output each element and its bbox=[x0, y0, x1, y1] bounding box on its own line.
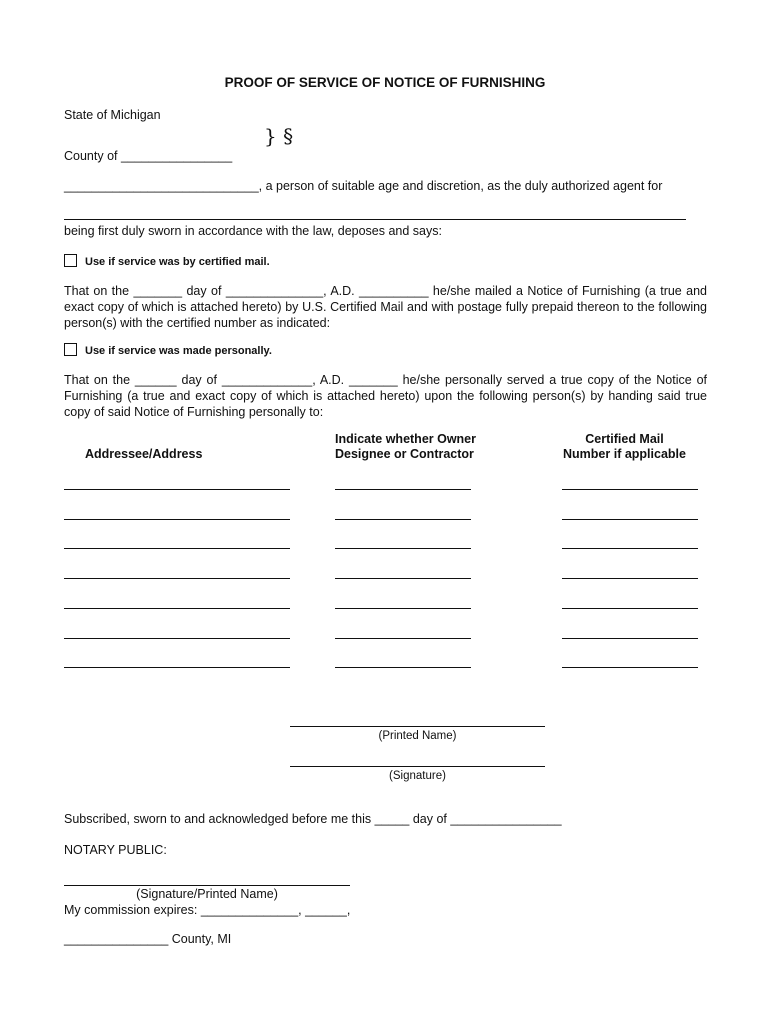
certified-number-line[interactable] bbox=[562, 578, 698, 579]
owner-designee-line[interactable] bbox=[335, 519, 471, 520]
certified-number-line[interactable] bbox=[562, 548, 698, 549]
county-field[interactable]: County of ________________ bbox=[64, 149, 233, 163]
personal-service-paragraph: That on the ______ day of _____________, A.D. _______ he/she personally served a true copy of the Notice of Furnishing (a true and exact copy of which is attached hereto) upon the following person(s) by handing said true copy of said Notice of Furnishing personally to: bbox=[64, 373, 707, 419]
owner-designee-line[interactable] bbox=[335, 489, 471, 490]
notary-signature-line[interactable] bbox=[64, 885, 350, 886]
owner-designee-column-header-line1: Indicate whether Owner bbox=[335, 432, 477, 446]
owner-designee-line[interactable] bbox=[335, 578, 471, 579]
notary-county-line[interactable]: _______________ County, MI bbox=[64, 932, 232, 946]
owner-designee-line[interactable] bbox=[335, 608, 471, 609]
addressee-column-header: Addressee/Address bbox=[85, 447, 203, 461]
owner-designee-line[interactable] bbox=[335, 667, 471, 668]
printed-name-caption: (Printed Name) bbox=[378, 730, 457, 742]
venue-brace-symbol: } § bbox=[264, 124, 294, 148]
addressee-address-line[interactable] bbox=[64, 638, 290, 639]
certified-number-line[interactable] bbox=[562, 638, 698, 639]
commission-expires-line[interactable]: My commission expires: ______________, ______, bbox=[64, 903, 351, 917]
notary-signature-caption: (Signature/Printed Name) bbox=[136, 887, 278, 901]
certified-number-line[interactable] bbox=[562, 667, 698, 668]
addressee-address-line[interactable] bbox=[64, 489, 290, 490]
addressee-address-line[interactable] bbox=[64, 519, 290, 520]
owner-designee-line[interactable] bbox=[335, 548, 471, 549]
certified-number-line[interactable] bbox=[562, 519, 698, 520]
certified-mail-checkbox[interactable] bbox=[64, 254, 77, 267]
subscribed-sworn-line[interactable]: Subscribed, sworn to and acknowledged before me this _____ day of ________________ bbox=[64, 812, 562, 826]
certified-number-column-header-line2: Number if applicable bbox=[563, 447, 686, 461]
certified-mail-label: Use if service was by certified mail. bbox=[85, 256, 270, 268]
addressee-address-line[interactable] bbox=[64, 667, 290, 668]
addressee-address-line[interactable] bbox=[64, 578, 290, 579]
state-label: State of Michigan bbox=[64, 108, 161, 122]
printed-name-line[interactable] bbox=[290, 726, 545, 727]
personal-service-checkbox[interactable] bbox=[64, 343, 77, 356]
certified-number-line[interactable] bbox=[562, 489, 698, 490]
addressee-address-line[interactable] bbox=[64, 548, 290, 549]
owner-designee-column-header-line2: Designee or Contractor bbox=[335, 447, 474, 461]
certified-number-column-header-line1: Certified Mail bbox=[585, 432, 664, 446]
addressee-address-line[interactable] bbox=[64, 608, 290, 609]
page-title: PROOF OF SERVICE OF NOTICE OF FURNISHING bbox=[224, 75, 546, 90]
sworn-statement: being first duly sworn in accordance with the law, deposes and says: bbox=[64, 224, 442, 238]
certified-mail-paragraph: That on the _______ day of ______________, A.D. __________ he/she mailed a Notice of Furnishing (a true and exact copy of which is attached hereto) by U.S. Certified Mail and with postage fully prepaid thereon to the following person(s) with the certified number as indicated: bbox=[64, 284, 707, 330]
personal-service-label: Use if service was made personally. bbox=[85, 345, 272, 357]
certified-number-line[interactable] bbox=[562, 608, 698, 609]
signature-caption: (Signature) bbox=[389, 770, 446, 782]
principal-name-line[interactable] bbox=[64, 219, 686, 220]
notary-public-label: NOTARY PUBLIC: bbox=[64, 843, 167, 857]
signature-line[interactable] bbox=[290, 766, 545, 767]
agent-line[interactable]: ____________________________, a person of suitable age and discretion, as the duly authorized agent for bbox=[64, 179, 663, 193]
owner-designee-line[interactable] bbox=[335, 638, 471, 639]
